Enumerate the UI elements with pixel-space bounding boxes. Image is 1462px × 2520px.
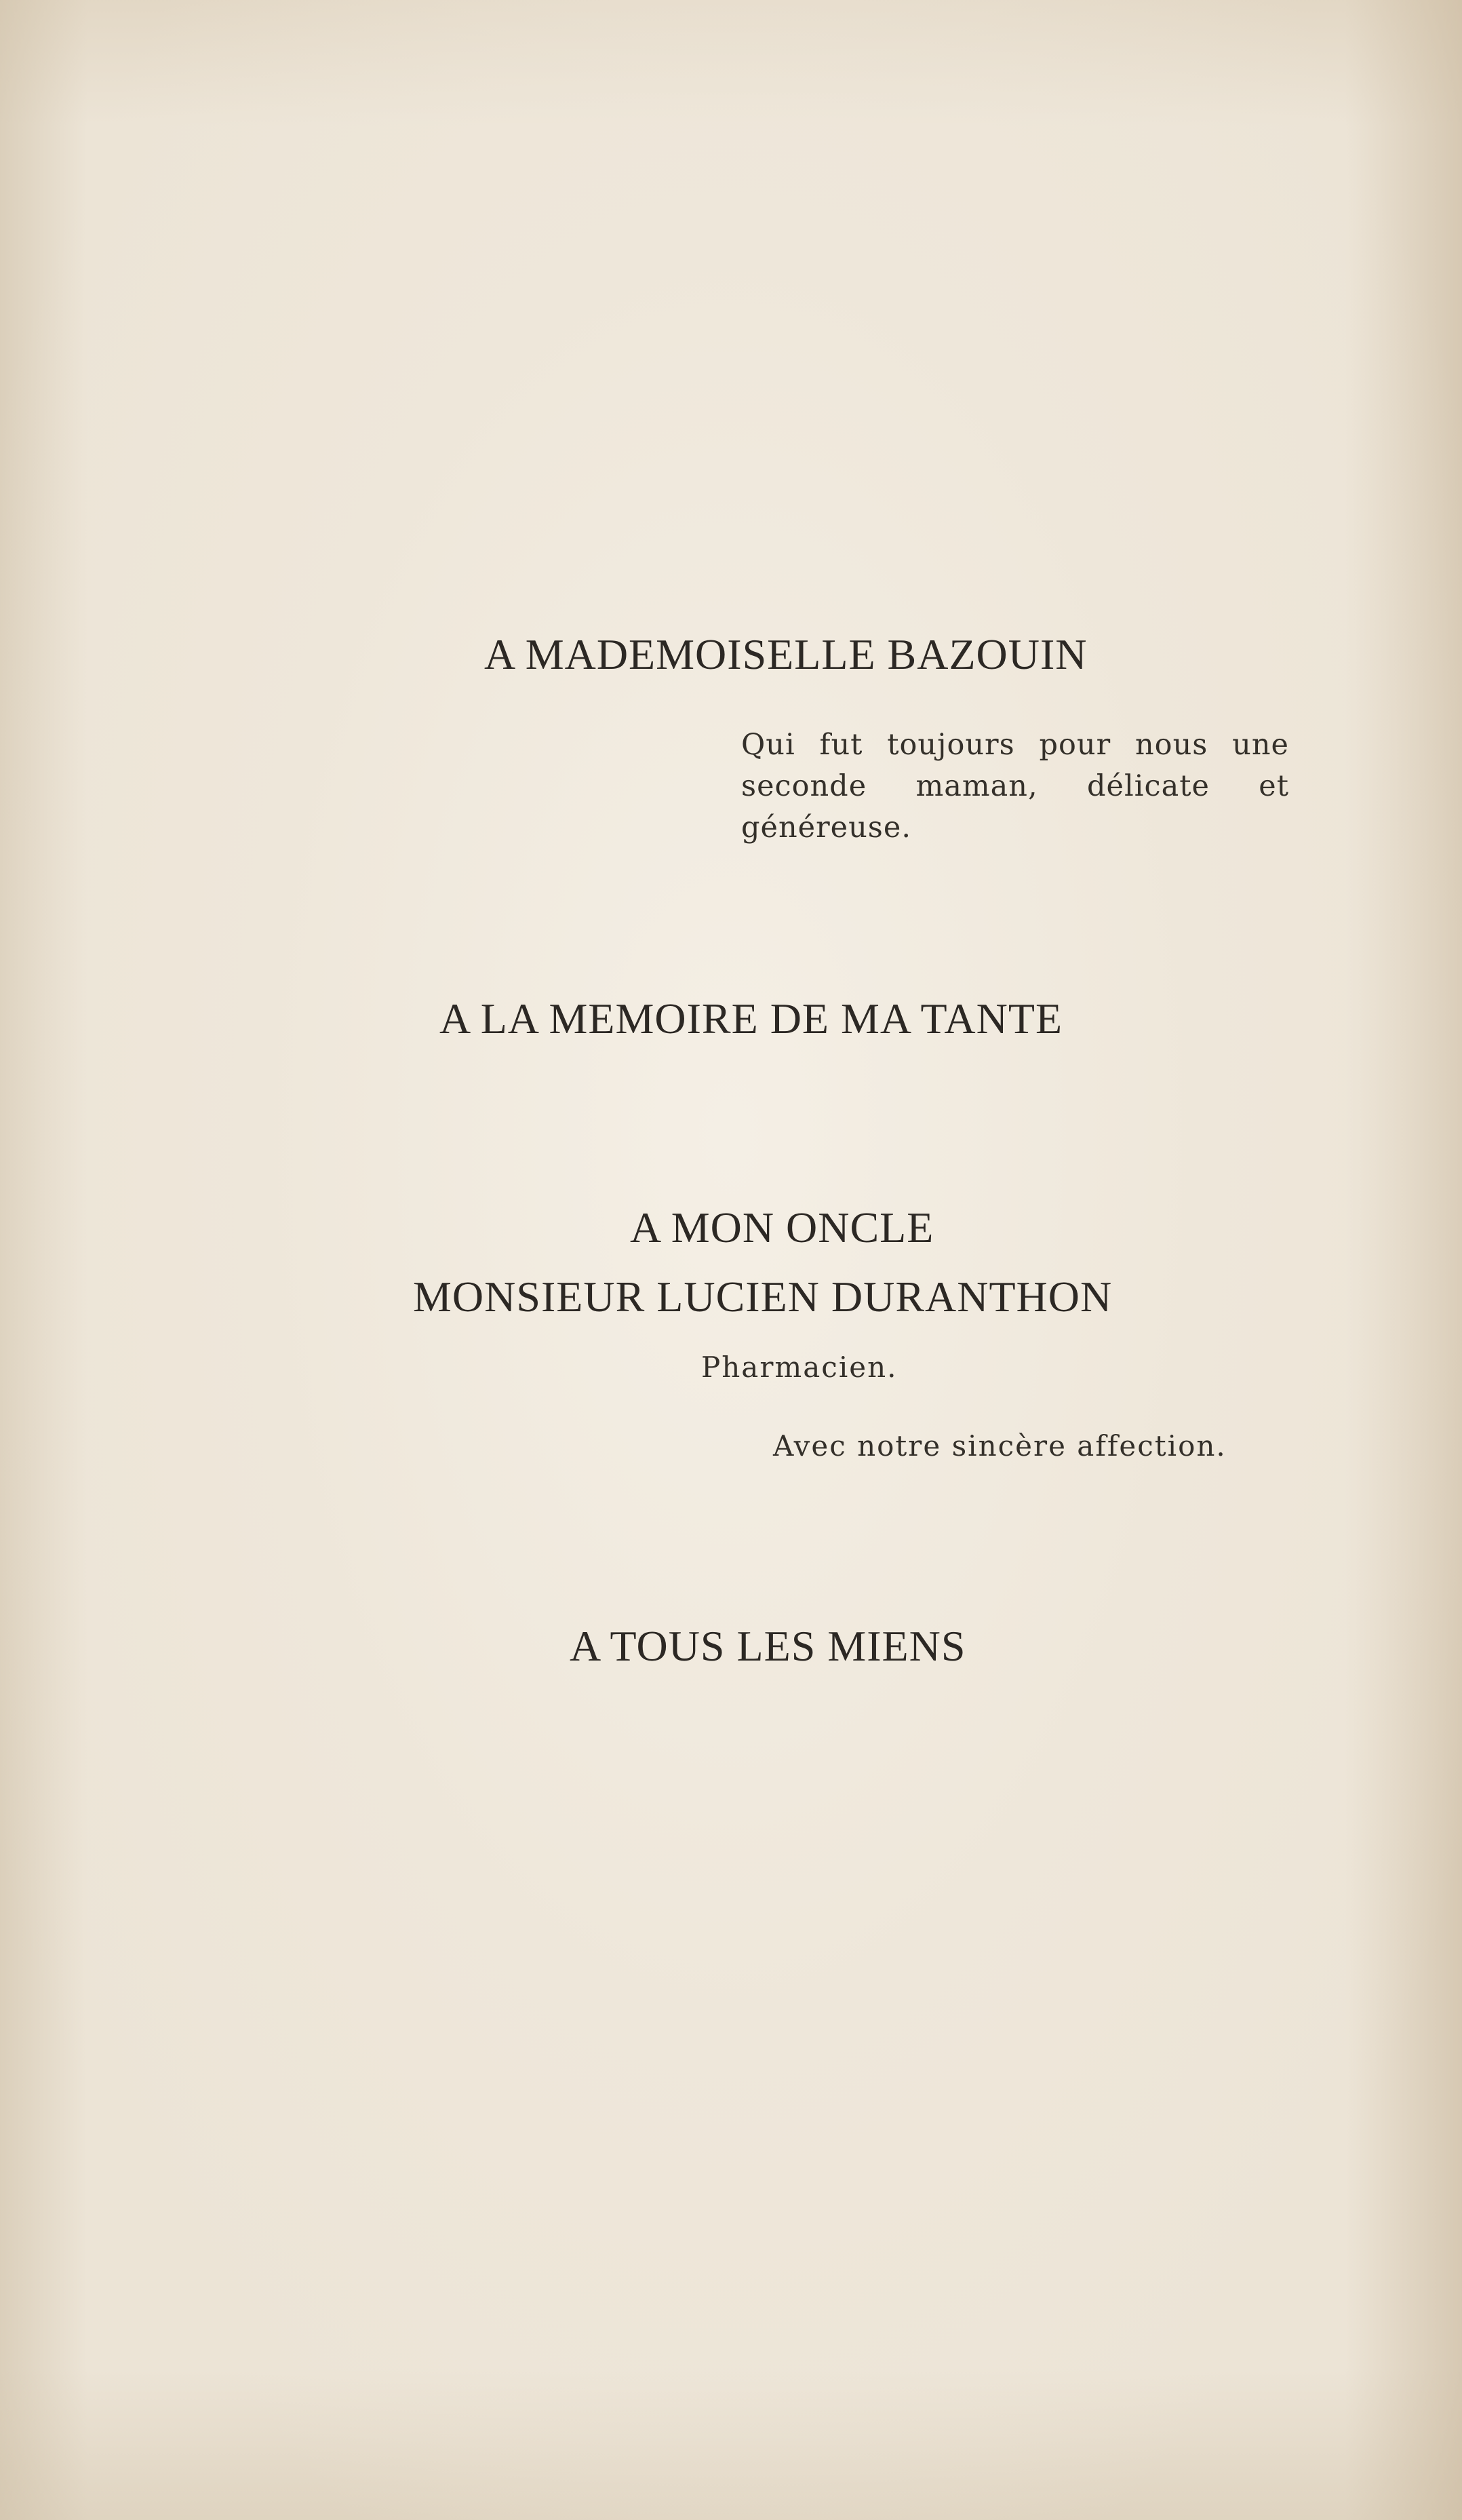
occupation-text: Pharmacien. (701, 1351, 898, 1384)
dedication-heading-oncle: A MON ONCLE (630, 1203, 934, 1252)
affection-message: Avec notre sincère affection. (773, 1429, 1227, 1462)
dedication-heading-bazouin: A MADEMOISELLE BAZOUIN (484, 630, 1088, 678)
dedication-heading-duranthon: MONSIEUR LUCIEN DURANTHON (413, 1273, 1113, 1321)
dedication-heading-memoire: A LA MEMOIRE DE MA TANTE (439, 994, 1063, 1043)
dedication-text-bazouin: Qui fut toujours pour nous une seconde maman, délicate et généreuse. (741, 728, 1289, 845)
dedication-heading-miens: A TOUS LES MIENS (570, 1622, 966, 1670)
